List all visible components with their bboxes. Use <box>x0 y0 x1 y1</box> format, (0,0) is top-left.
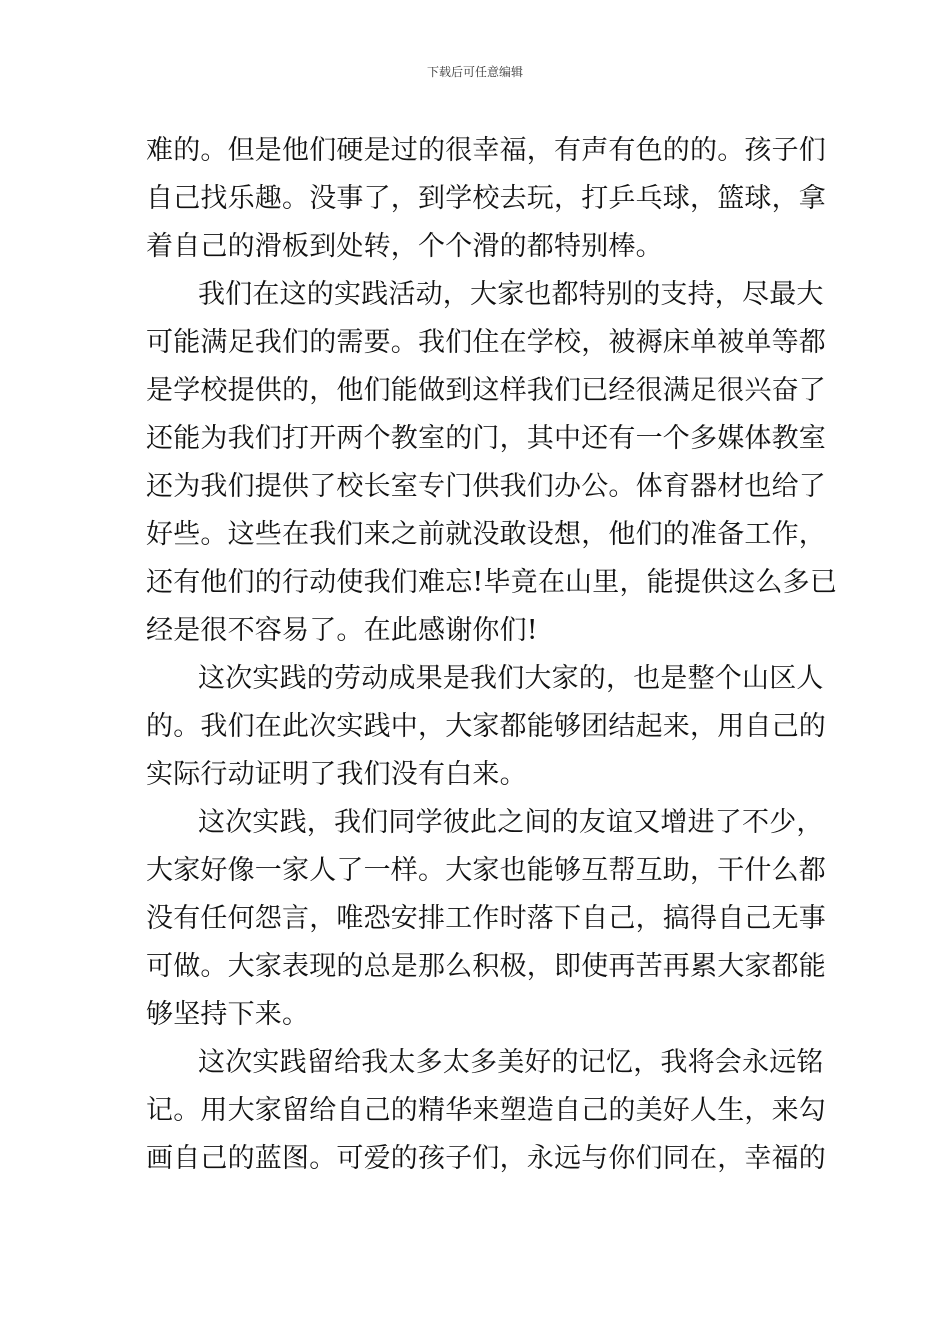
text-line: 大家好像一家人了一样。大家也能够互帮互助，干什么都 <box>146 855 826 886</box>
text-line: 这次实践，我们同学彼此之间的友谊又增进了不少， <box>198 807 824 838</box>
paragraph-5 <box>146 1039 826 1183</box>
text-line: 是学校提供的，他们能做到这样我们已经很满足很兴奋了 <box>146 375 826 406</box>
document-body <box>146 127 838 1183</box>
text-line: 还有他们的行动使我们难忘!毕竟在山里，能提供这么多已 <box>146 567 838 598</box>
paragraph-4 <box>146 799 826 1039</box>
text-line: 我们在这的实践活动，大家也都特别的支持，尽最大 <box>198 279 824 310</box>
text-line: 还为我们提供了校长室专门供我们办公。体育器材也给了 <box>146 471 826 502</box>
text-line: 够坚持下来。 <box>146 999 310 1030</box>
text-line: 这次实践的劳动成果是我们大家的，也是整个山区人 <box>198 663 824 694</box>
text-line: 没有任何怨言，唯恐安排工作时落下自己，搞得自己无事 <box>146 903 826 934</box>
text-line: 可做。大家表现的总是那么积极，即使再苦再累大家都能 <box>146 951 826 982</box>
text-line: 记。用大家留给自己的精华来塑造自己的美好人生，来勾 <box>146 1095 826 1126</box>
text-line: 自己找乐趣。没事了，到学校去玩，打乒乓球，篮球，拿 <box>146 183 826 214</box>
text-line: 好些。这些在我们来之前就没敢设想，他们的准备工作， <box>146 519 826 550</box>
text-line: 这次实践留给我太多太多美好的记忆，我将会永远铭 <box>198 1047 824 1078</box>
text-line: 可能满足我们的需要。我们住在学校，被褥床单被单等都 <box>146 327 826 358</box>
text-line: 实际行动证明了我们没有白来。 <box>146 759 527 790</box>
text-line: 的。我们在此次实践中，大家都能够团结起来，用自己的 <box>146 711 826 742</box>
paragraph-3 <box>146 655 826 799</box>
text-line: 画自己的蓝图。可爱的孩子们，永远与你们同在，幸福的 <box>146 1143 826 1174</box>
paragraph-2 <box>146 271 838 655</box>
text-line: 还能为我们打开两个教室的门，其中还有一个多媒体教室 <box>146 423 826 454</box>
paragraph-1 <box>146 127 826 271</box>
text-line: 难的。但是他们硬是过的很幸福，有声有色的的。孩子们 <box>146 135 826 166</box>
text-line: 经是很不容易了。在此感谢你们! <box>146 615 538 646</box>
text-line: 着自己的滑板到处转，个个滑的都特别棒。 <box>146 231 663 262</box>
page-header: 下载后可任意编辑 <box>426 65 523 79</box>
